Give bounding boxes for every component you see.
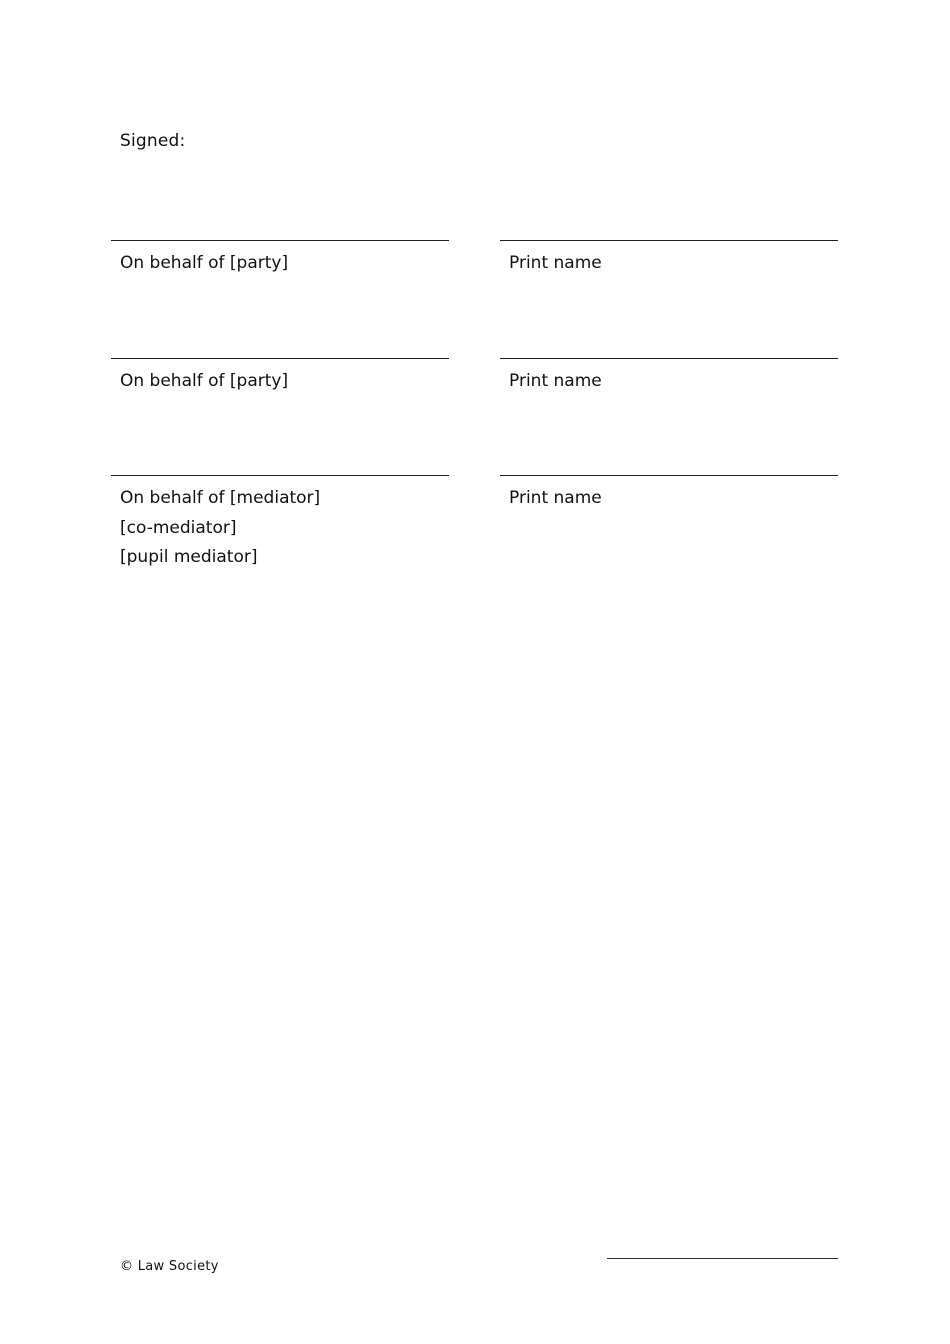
print-name-caption [500, 241, 838, 279]
caption-line: Print name [509, 253, 602, 273]
signature-caption [111, 241, 449, 279]
signature-block-mediator [111, 475, 449, 573]
signed-label: Signed: [120, 131, 186, 151]
print-name-block-2 [500, 358, 838, 397]
caption-line: [co-mediator] [120, 517, 237, 538]
print-name-block-1 [500, 240, 838, 279]
caption-line: [pupil mediator] [120, 547, 258, 567]
caption-line: Print name [509, 371, 602, 391]
signature-block-party-1 [111, 240, 449, 279]
footer-rule [607, 1258, 838, 1259]
print-name-block-3 [500, 475, 838, 514]
footer-copyright: © Law Society [120, 1259, 219, 1274]
caption-line: On behalf of [party] [120, 371, 289, 391]
caption-line: Print name [509, 488, 602, 508]
signature-block-party-2 [111, 358, 449, 397]
print-name-caption [500, 476, 838, 514]
print-name-caption [500, 359, 838, 397]
signature-caption [111, 476, 449, 573]
caption-line: On behalf of [party] [120, 253, 289, 273]
caption-line: On behalf of [mediator] [120, 488, 321, 508]
signature-caption [111, 359, 449, 397]
